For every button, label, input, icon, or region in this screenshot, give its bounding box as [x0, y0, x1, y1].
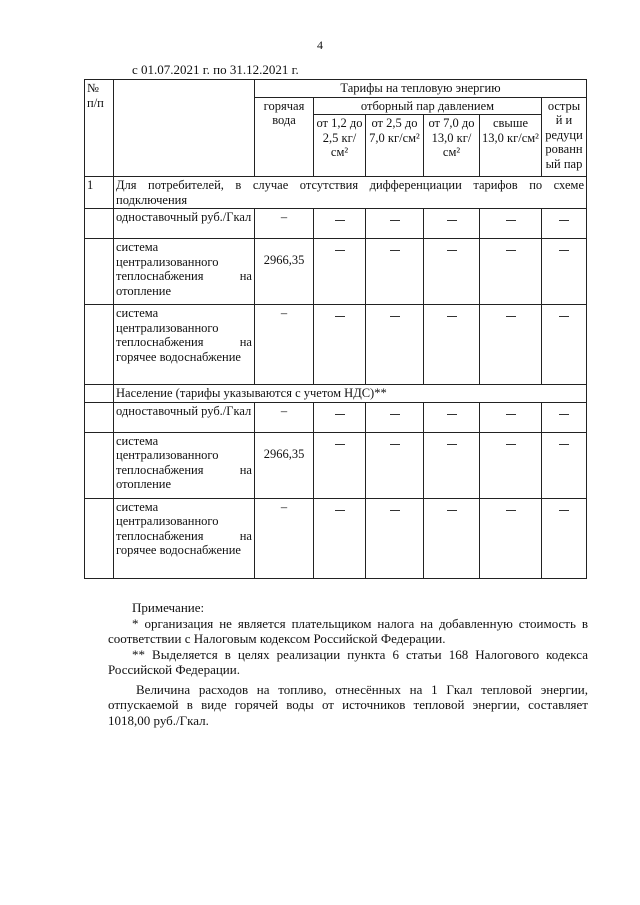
note-2: ** Выделяется в целях реализации пункта 6 статьи 168 Налогового кодекса Российской Федерации. [108, 646, 588, 677]
fuel-cost-note: Величина расходов на топливо, отнесённых на 1 Гкал тепловой энергии, отпускаемой в виде горячей воды от источников тепловой энергии, составляет 1018,00 руб./Гкал. [108, 681, 588, 728]
dash [366, 432, 424, 498]
notes-title: Примечание: [132, 600, 205, 615]
header-hot-water: горячая вода [255, 97, 314, 177]
dash [480, 498, 542, 578]
dash [366, 239, 424, 305]
dash [424, 432, 480, 498]
dash [314, 209, 366, 239]
header-steam: отборный пар давлением [314, 97, 542, 115]
dash [542, 305, 587, 385]
table-row [85, 239, 587, 305]
tariff-table [84, 79, 587, 579]
hot-water-value: – [255, 498, 314, 578]
period-label: с 01.07.2021 г. по 31.12.2021 г. [132, 62, 299, 77]
table-row [85, 402, 587, 432]
header-steam-2: от 2,5 до 7,0 кг/см² [366, 115, 424, 177]
row-label: одноставочный руб./Гкал [114, 209, 255, 239]
dash [542, 498, 587, 578]
header-steam-3: от 7,0 до 13,0 кг/см² [424, 115, 480, 177]
dash [366, 209, 424, 239]
header-steam-4: свыше 13,0 кг/см² [480, 115, 542, 177]
dash [424, 239, 480, 305]
hot-water-value: – [255, 305, 314, 385]
row-number: 1 [85, 177, 114, 209]
row-label: система централизованного теплоснабжения на горячее водоснабжение [114, 305, 255, 385]
dash [480, 305, 542, 385]
header-sharp-steam: остры й и редуци рованн ый пар [542, 97, 587, 177]
dash [314, 402, 366, 432]
dash [542, 432, 587, 498]
dash [542, 209, 587, 239]
section-title: Население (тарифы указываются с учетом НДС)** [114, 385, 587, 403]
hot-water-value: – [255, 209, 314, 239]
note-1: * организация не является плательщиком налога на добавленную стоимость в соответствии с Налоговым кодексом Российской Федерации. [108, 615, 588, 646]
hot-water-value: – [255, 402, 314, 432]
row-label: одноставочный руб./Гкал [114, 402, 255, 432]
dash [424, 402, 480, 432]
dash [366, 402, 424, 432]
dash [480, 402, 542, 432]
dash [424, 209, 480, 239]
header-blank [114, 80, 255, 177]
dash [480, 432, 542, 498]
table-row [85, 305, 587, 385]
header-number: № п/п [85, 80, 114, 177]
table-row [85, 432, 587, 498]
dash [542, 239, 587, 305]
hot-water-value: 2966,35 [255, 432, 314, 498]
header-steam-1: от 1,2 до 2,5 кг/см² [314, 115, 366, 177]
dash [314, 498, 366, 578]
dash [480, 209, 542, 239]
row-label: система централизованного теплоснабжения на горячее водоснабжение [114, 498, 255, 578]
page-number: 4 [317, 38, 323, 52]
header-tariffs: Тарифы на тепловую энергию [255, 80, 587, 98]
notes-block [108, 600, 588, 728]
row-label: система централизованного теплоснабжения на отопление [114, 432, 255, 498]
dash [480, 239, 542, 305]
table-row [85, 209, 587, 239]
dash [366, 305, 424, 385]
row-label: система централизованного теплоснабжения на отопление [114, 239, 255, 305]
dash [314, 239, 366, 305]
dash [314, 305, 366, 385]
dash [366, 498, 424, 578]
section-title: Для потребителей, в случае отсутствия дифференциации тарифов по схеме подключения [114, 177, 587, 209]
dash [424, 498, 480, 578]
table-row [85, 498, 587, 578]
hot-water-value: 2966,35 [255, 239, 314, 305]
dash [424, 305, 480, 385]
dash [314, 432, 366, 498]
dash [542, 402, 587, 432]
